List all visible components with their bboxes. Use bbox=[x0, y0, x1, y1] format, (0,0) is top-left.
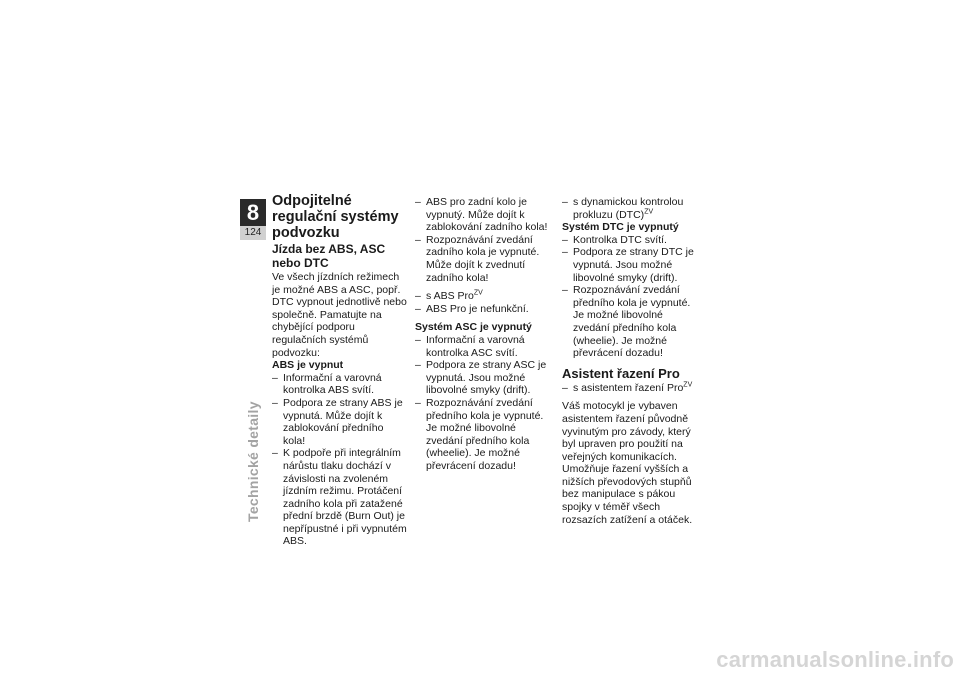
asc-heading: Systém ASC je vypnutý bbox=[415, 321, 532, 334]
page-number: 124 bbox=[240, 226, 266, 240]
optional-equipment-mark: ZV bbox=[644, 208, 654, 216]
list-item: – Rozpoznávání zvedání zadního kola je vypnuté. Může dojít k zvednutí zadního kola! bbox=[415, 234, 553, 284]
optional-equipment-mark: ZV bbox=[683, 381, 693, 389]
subsection-heading: Jízda bez ABS, ASC nebo DTC bbox=[272, 242, 386, 270]
list-item: – Rozpoznávání zvedání předního kola je vypnuté. Je možné libovolné zvedání předního kola (wheelie). Je možné převrácení dozadu! bbox=[562, 284, 702, 360]
dtc-label: s dynamickou kontrolou prokluzu (DTC) bbox=[573, 196, 684, 221]
list-item: – Informační a varovná kontrolka ASC svítí. bbox=[415, 334, 553, 359]
shift-assistant-paragraph: Váš motocykl je vybaven asistentem řazení původně vyvinutým pro závody, který byl upraven pro použití na veřejných komunikacích. Umožňuje řazení vyšších a nižších převodových stupňů bez manipulace s pákou spojky v téměř všech rozsazích zatížení a otáček. bbox=[562, 400, 693, 526]
list-item: – Kontrolka DTC svítí. bbox=[562, 234, 702, 247]
list-item: – Podpora ze strany ABS je vypnutá. Může dojít k zablokování předního kola! bbox=[272, 397, 407, 447]
list-item bbox=[562, 196, 702, 221]
watermark: carmanualsonline.info bbox=[716, 647, 954, 672]
list-item bbox=[415, 290, 553, 303]
abs-list bbox=[272, 372, 407, 548]
list-item: – Podpora ze strany DTC je vypnutá. Jsou možné libovolné smyky (drift). bbox=[562, 246, 702, 284]
list-item: – Podpora ze strany ASC je vypnutá. Jsou možné libovolné smyky (drift). bbox=[415, 359, 553, 397]
intro-paragraph: Ve všech jízdních režimech je možné ABS a ASC, popř. DTC vypnout jednotlivě nebo společně. Pamatujte na chybějící podporu regulačních systémů podvozku: bbox=[272, 271, 407, 359]
abs-heading: ABS je vypnut bbox=[272, 359, 344, 372]
chapter-side-title: Technické detaily bbox=[245, 401, 261, 522]
list-item: – ABS Pro je nefunkční. bbox=[415, 303, 553, 316]
chapter-number: 8 bbox=[240, 199, 266, 226]
abs-pro-list bbox=[415, 290, 553, 315]
dtc-heading: Systém DTC je vypnutý bbox=[562, 221, 679, 234]
section-heading: Odpojitelné regulační systémy podvozku bbox=[272, 193, 399, 241]
list-item: – K podpoře při integrálním nárůstu tlaku dochází v závislosti na zvoleném jízdním režimu. Protáčení zadního kola při zatažené přední brzdě (Burn Out) je nepřípustné i při vypnutém ABS. bbox=[272, 447, 407, 548]
list-item: – Rozpoznávání zvedání předního kola je vypnuté. Je možné libovolné zvedání předního kola (wheelie). Je možné převrácení dozadu! bbox=[415, 397, 553, 473]
shift-assistant-label: s asistentem řazení Pro bbox=[573, 381, 684, 394]
list-item: – ABS pro zadní kolo je vypnutý. Může dojít k zablokování zadního kola! bbox=[415, 196, 553, 234]
asc-list bbox=[415, 334, 553, 473]
column-2 bbox=[415, 196, 553, 472]
column-3 bbox=[562, 196, 702, 526]
optional-equipment-mark: ZV bbox=[473, 289, 483, 297]
list-item bbox=[562, 382, 702, 395]
shift-assistant-list bbox=[562, 382, 702, 395]
abs-list-continued bbox=[415, 196, 553, 284]
dtc-list bbox=[562, 234, 702, 360]
column-1 bbox=[272, 193, 407, 548]
list-item: – Informační a varovná kontrolka ABS svítí. bbox=[272, 372, 407, 397]
abs-pro-label: s ABS Pro bbox=[426, 290, 474, 303]
dtc-equipment-list bbox=[562, 196, 702, 221]
shift-assistant-heading: Asistent řazení Pro bbox=[562, 365, 680, 381]
